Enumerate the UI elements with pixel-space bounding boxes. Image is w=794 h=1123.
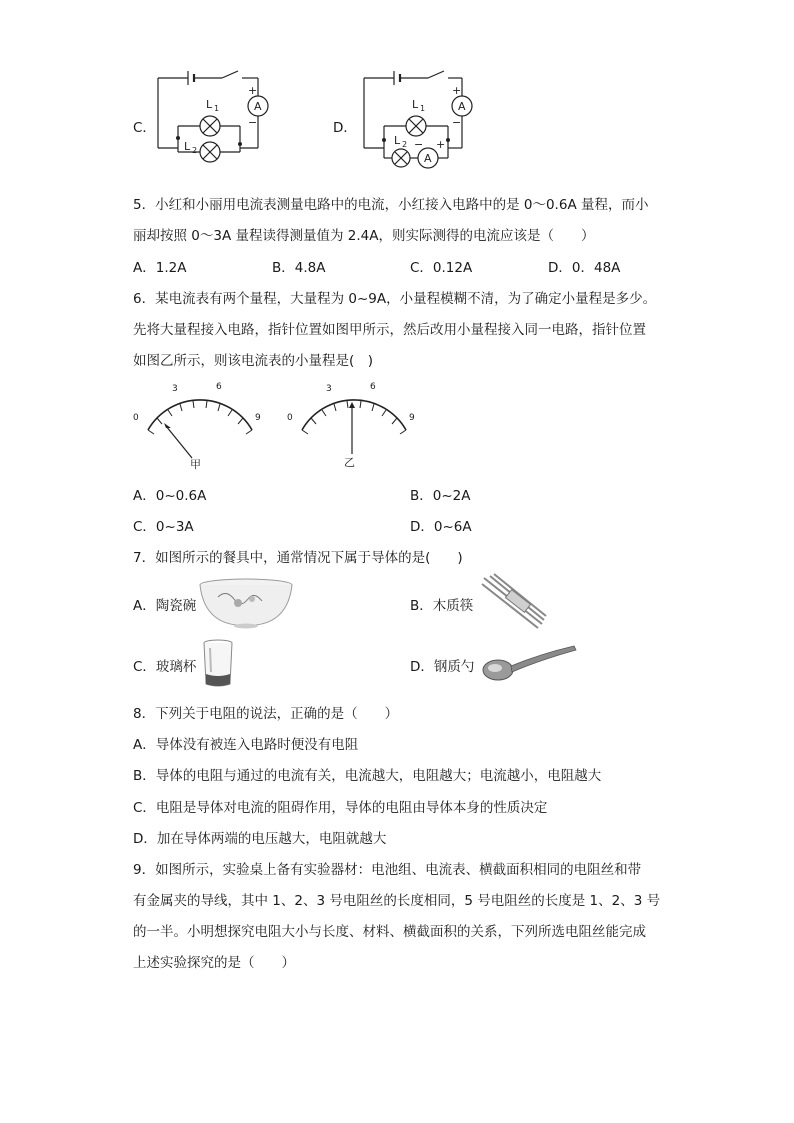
svg-text:1: 1	[420, 104, 426, 113]
q7-option-d: D．钢质勺	[410, 659, 475, 675]
q6-stem-line2: 先将大量程接入电路，指针位置如图甲所示，然后改用小量程接入同一电路，指针位置	[133, 322, 646, 338]
q6-option-d: D．0~6A	[410, 519, 472, 535]
svg-text:3: 3	[326, 384, 332, 394]
svg-text:2: 2	[192, 146, 198, 155]
svg-text:0: 0	[287, 413, 293, 423]
dial-label-yi: 乙	[344, 456, 355, 469]
svg-text:0: 0	[133, 413, 139, 423]
svg-text:3: 3	[172, 384, 178, 394]
q8-stem: 8．下列关于电阻的说法，正确的是（ ）	[133, 706, 399, 722]
glass-cup-image	[200, 638, 236, 690]
q6-option-a: A．0~0.6A	[133, 488, 207, 504]
q9-stem-line1: 9．如图所示，实验桌上备有实验器材：电池组、电流表、横截面积相同的电阻丝和带	[133, 862, 642, 878]
q9-stem-line2: 有金属夹的导线，其中 1、2、3 号电阻丝的长度相同，5 号电阻丝的长度是 1、2、3 号	[133, 893, 661, 909]
q5-option-b: B．4.8A	[272, 260, 326, 276]
lamp-l2-label-c: L	[184, 140, 191, 153]
ammeter-dial-yi	[284, 378, 424, 473]
q6-stem-line3: 如图乙所示，则该电流表的小量程是( )	[133, 353, 374, 369]
lamp-l1-label-d: L	[412, 98, 419, 111]
dial-label-jia: 甲	[190, 458, 201, 471]
q9-stem-line4: 上述实验探究的是（ ）	[133, 955, 295, 971]
q5-option-a: A．1.2A	[133, 260, 187, 276]
svg-text:6: 6	[216, 382, 222, 392]
ammeter-symbol-c: A	[254, 100, 262, 113]
q5-stem-line2: 丽却按照 0～3A 量程读得测量值为 2.4A，则实际测得的电流应该是（ ）	[133, 228, 595, 244]
q9-stem-line3: 的一半。小明想探究电阻大小与长度、材料、横截面积的关系，下列所选电阻丝能完成	[133, 924, 646, 940]
svg-text:−: −	[414, 138, 424, 151]
q6-option-b: B．0~2A	[410, 488, 471, 504]
svg-text:−: −	[248, 116, 258, 129]
q5-stem-line1: 5．小红和小丽用电流表测量电路中的电流，小红接入电路中的是 0～0.6A 量程，而小	[133, 197, 649, 213]
circuit-diagram-d	[356, 68, 486, 172]
circuit-diagram-c	[150, 68, 280, 168]
q8-option-a: A．导体没有被连入电路时便没有电阻	[133, 737, 359, 753]
svg-text:+: +	[436, 138, 446, 151]
ceramic-bowl-image	[198, 577, 294, 629]
steel-spoon-image	[480, 640, 580, 686]
svg-text:+: +	[248, 84, 258, 97]
svg-text:−: −	[452, 116, 462, 129]
q7-option-a: A．陶瓷碗	[133, 598, 197, 614]
q7-stem: 7．如图所示的餐具中，通常情况下属于导体的是( )	[133, 550, 463, 566]
q8-option-d: D．加在导体两端的电压越大，电阻就越大	[133, 831, 387, 847]
q7-option-b: B．木质筷	[410, 598, 474, 614]
ammeter-symbol-d2: A	[424, 152, 432, 165]
svg-text:6: 6	[370, 382, 376, 392]
lamp-l2-label-d: L	[394, 134, 401, 147]
svg-text:+: +	[452, 84, 462, 97]
q5-option-d: D．0．48A	[548, 260, 621, 276]
lamp-l1-label-c: L	[206, 98, 213, 111]
q8-option-c: C．电阻是导体对电流的阻碍作用，导体的电阻由导体本身的性质决定	[133, 800, 548, 816]
q6-stem-line1: 6．某电流表有两个量程，大量程为 0~9A，小量程模糊不清，为了确定小量程是多少。	[133, 291, 657, 307]
q7-option-c: C．玻璃杯	[133, 659, 197, 675]
svg-text:2: 2	[402, 140, 408, 149]
wooden-chopsticks-image	[480, 572, 550, 630]
ammeter-symbol-d: A	[458, 100, 466, 113]
svg-text:9: 9	[255, 413, 261, 423]
q5-option-c: C．0.12A	[410, 260, 473, 276]
option-c-label: C．	[133, 120, 156, 136]
svg-text:1: 1	[214, 104, 220, 113]
ammeter-dial-jia	[130, 378, 270, 473]
svg-text:9: 9	[409, 413, 415, 423]
q6-option-c: C．0~3A	[133, 519, 194, 535]
option-d-label: D．	[333, 120, 357, 136]
q8-option-b: B．导体的电阻与通过的电流有关，电流越大，电阻越大；电流越小，电阻越大	[133, 768, 602, 784]
